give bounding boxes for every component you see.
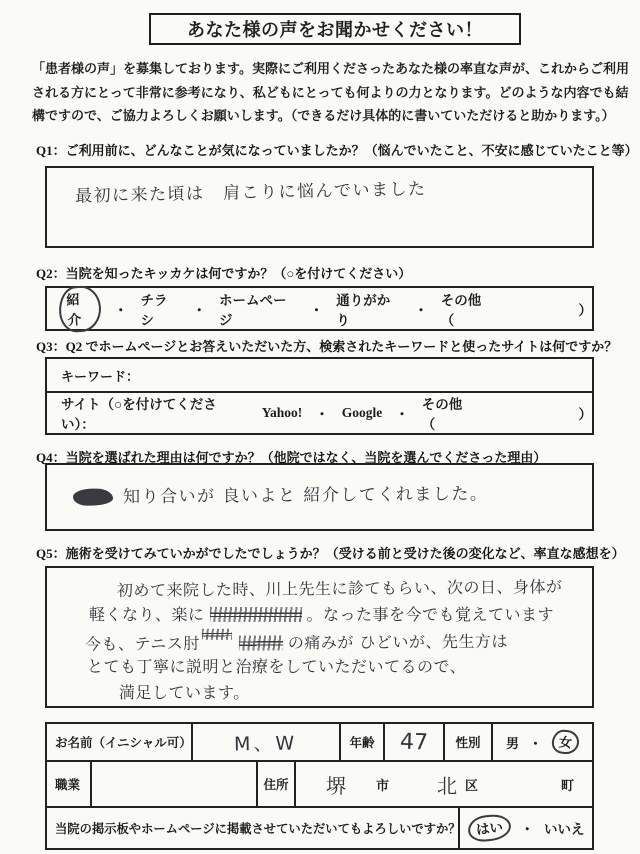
site-label: サイト（○を付けてください）： [61, 397, 217, 432]
table-row-job-address [47, 762, 592, 808]
handwriting-segment: の痛みが ひどいが、先生方は [287, 631, 509, 653]
address-content [296, 770, 592, 799]
q2-label: Q2：当院を知ったキッカケは何ですか？（○を付けてください） [36, 266, 412, 281]
q5-handwritten-line [85, 626, 586, 655]
handwritten-name: M、W [234, 731, 298, 756]
handwritten-circle-yes [466, 813, 511, 843]
job-value-cell [92, 762, 258, 806]
handwritten-ward: 北 [437, 773, 458, 798]
handwritten-city: 堺 [326, 773, 346, 798]
sex-label-cell: 性別 [445, 724, 493, 760]
q1-label: Q1：ご利用前に、どんなことが気になっていましたか？（悩んでいたこと、不安に感じていたこと等） [36, 143, 638, 158]
table-row-consent [47, 808, 592, 848]
site-option-yahoo: Yahoo! [261, 405, 303, 420]
sex-option-female: 女 [558, 734, 573, 751]
intro-line: される方にとって非常に参考になり、私どもにとっても何よりの力となります。どのような内容でも結 [32, 84, 629, 100]
option-separator-dot: ・ [315, 407, 329, 422]
strikethrough-scribble [239, 635, 283, 650]
q2-options-box [45, 286, 594, 331]
option-separator-dot: ・ [528, 735, 542, 751]
intro-line: 構ですので、ご協力よろしくお願いします。（できるだけ具体的に書いていただけると助かります。） [32, 108, 615, 123]
q4-handwritten-answer [73, 479, 489, 508]
q5-answer-lines [77, 576, 586, 706]
handwriting-segment: とても丁寧に説明と治療をしていただいてるので、 [87, 657, 467, 676]
q5-handwritten-line [119, 680, 586, 706]
q2-option-flyer: チラシ [140, 292, 168, 328]
site-row [47, 393, 592, 433]
city-suffix: 市 [376, 777, 390, 793]
handwritten-circle-female [551, 729, 580, 756]
ink-scribble-blob [73, 488, 113, 505]
consent-option-yes: はい [474, 819, 504, 838]
info-table [45, 722, 594, 850]
sex-value-cell [493, 724, 592, 760]
q2-option-referral: 紹介 [65, 291, 82, 328]
option-separator-dot: ・ [414, 302, 428, 318]
ward-suffix: 区 [465, 777, 479, 793]
q2-option-other-close: ） [578, 302, 592, 318]
handwritten-circle-referral [57, 284, 102, 333]
age-value-cell [385, 724, 445, 760]
q5-handwritten-line [117, 574, 586, 604]
q2-option-homepage: ホームページ [219, 292, 287, 328]
age-label-cell: 年齢 [341, 724, 385, 760]
q5-label: Q5：施術を受けてみていかがでしたでしょうか？（受ける前と受けた後の変化など、率直な感想を） [36, 546, 625, 561]
form-title: あなた様の声をお聞かせください！ [187, 20, 483, 40]
q2-option-other-open: その他（ [440, 292, 482, 328]
site-option-google: Google [341, 405, 383, 420]
handwriting-segment: 満足しています。 [119, 683, 250, 702]
q1-answer-box [45, 166, 594, 248]
table-row-name-age-sex [47, 724, 592, 762]
handwriting-segment: 軽くなり、楽に [89, 605, 205, 624]
strikethrough-scribble [210, 607, 302, 622]
q5-answer-box [45, 566, 594, 708]
handwriting-segment: 。なった事を今でも覚えています [306, 605, 555, 624]
annotation-scribble [202, 629, 232, 640]
town-suffix: 町 [560, 777, 574, 793]
q5-handwritten-line [89, 602, 586, 628]
q1-handwritten-answer: 最初に来た頃は 肩こりに悩んでいました [74, 179, 427, 207]
form-title-box [149, 13, 521, 45]
option-separator-dot: ・ [395, 407, 409, 422]
job-label-cell: 職業 [47, 762, 92, 806]
q4-answer-box [45, 463, 594, 531]
consent-question-cell: 当院の掲示板やホームページに掲載させていただいてもよろしいですか？ [47, 808, 460, 848]
option-separator-dot: ・ [192, 302, 206, 318]
site-option-other-close: ） [578, 407, 592, 422]
handwriting-segment: 今も、テニス肘 [84, 633, 200, 654]
q3-answer-box [45, 357, 594, 435]
site-option-other-open: その他（ [421, 397, 463, 432]
name-label-cell: お名前（イニシャル可） [47, 724, 193, 760]
intro-paragraph [32, 57, 629, 128]
q2-option-passing-by: 通りがかり [336, 292, 391, 328]
keyword-row [47, 359, 592, 393]
option-separator-dot: ・ [114, 302, 128, 318]
q3-label: Q3：Q2 でホームページとお答えいただいた方、検索されたキーワードと使ったサイトは何ですか？ [36, 339, 618, 354]
handwritten-age: 47 [399, 729, 429, 755]
name-value-cell [193, 724, 341, 760]
address-label-cell: 住所 [258, 762, 296, 806]
q5-handwritten-line [87, 654, 586, 680]
handwriting-segment: 初めて来院した時、川上先生に診てもらい、次の日、身体が [116, 577, 563, 601]
sex-option-male: 男 [505, 735, 519, 751]
q4-label: Q4：当院を選ばれた理由は何ですか？（他院ではなく、当院を選んでくださった理由） [36, 450, 547, 465]
keyword-label: キーワード： [61, 368, 140, 384]
q4-answer-text: 知り合いが 良いよと 紹介してくれました。 [122, 484, 489, 508]
option-separator-dot: ・ [520, 822, 534, 837]
option-separator-dot: ・ [309, 302, 324, 318]
consent-answer-cell [460, 808, 592, 848]
address-value-cell [296, 762, 592, 806]
intro-line: 「患者様の声」を募集しております。実際にご利用くださったあなた様の率直な声が、これからご利用 [32, 61, 629, 76]
consent-option-no: いいえ [544, 822, 585, 837]
